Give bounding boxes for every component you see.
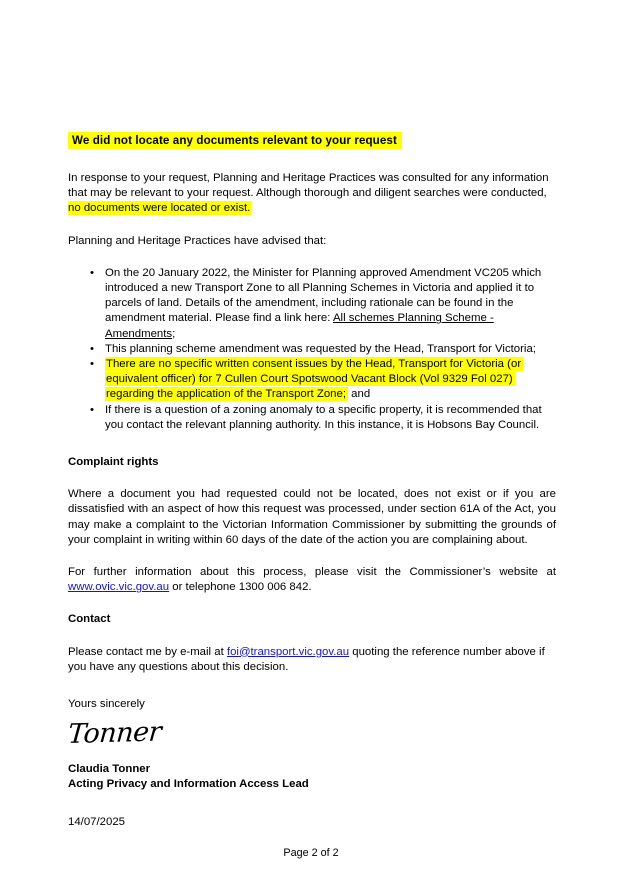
further-info-text-2: or telephone 1300 006 842. <box>169 581 312 594</box>
ovic-website-link[interactable]: www.ovic.vic.gov.au <box>68 581 170 594</box>
page-footer: Page 2 of 2 <box>283 847 339 859</box>
further-information-paragraph <box>68 565 556 595</box>
bullet-text-2: This planning scheme amendment was requested by the Head, Transport for Victoria; <box>105 342 536 355</box>
contact-text-1: Please contact me by e-mail at <box>68 645 227 658</box>
closing-salutation: Yours sincerely <box>68 698 145 711</box>
bullet-text-4: If there is a question of a zoning anomaly to a specific property, it is recommended that you contact the relevant planning authority. In this instance, it is Hobsons Bay Council. <box>105 403 542 431</box>
advised-lead-in: Planning and Heritage Practices have advised that: <box>68 234 327 247</box>
bullet-icon: • <box>90 358 94 371</box>
intro-text: In response to your request, Planning and Heritage Practices was consulted for any information that may be relevant to your request. Although thorough and diligent searches were conducted, <box>68 172 549 200</box>
contact-heading: Contact <box>68 613 111 626</box>
list-item <box>68 357 556 403</box>
section-heading-no-documents <box>68 131 556 149</box>
further-info-text-1: For further information about this process, please visit the Commissioner’s website at <box>68 566 556 579</box>
heading-text: We did not locate any documents relevant to your request <box>68 132 402 149</box>
bullet-text-3-trailing: and <box>348 388 371 401</box>
bullet-icon: • <box>90 342 94 355</box>
complaint-rights-paragraph: Where a document you had requested could not be located, does not exist or if you are dissatisfied with an aspect of how this request was processed, under section 61A of the Act, you may make a complaint to the Victorian Information Commissioner by submitting the grounds of your complaint in writing within 60 days of the date of the action you are complaining about. <box>68 488 556 546</box>
bullet-text-1b: ; <box>172 327 176 340</box>
bullet-icon: • <box>90 266 94 279</box>
handwritten-signature: Tonner <box>66 716 163 751</box>
contact-paragraph <box>68 645 556 675</box>
bullet-highlight-3: There are no specific written consent issues by the Head, Transport for Victoria (or equivalent officer) for 7 Cullen Court Spotswood Vacant Block (Vol 9329 Fol 027) regarding the application of the Transport Zone; <box>106 358 522 401</box>
list-item <box>68 266 556 342</box>
intro-paragraph <box>68 171 556 217</box>
letter-date: 14/07/2025 <box>68 815 126 828</box>
signer-title: Acting Privacy and Information Access Lead <box>68 778 309 791</box>
letter-body <box>68 131 556 830</box>
signer-name: Claudia Tonner <box>68 763 151 776</box>
amendments-link[interactable]: All schemes Planning Scheme - Amendments <box>105 312 494 340</box>
complaint-rights-heading: Complaint rights <box>68 456 159 469</box>
bullet-icon: • <box>90 403 94 416</box>
bullet-text-1a: On the 20 January 2022, the Minister for Planning approved Amendment VC205 which introduced a new Transport Zone to all Planning Schemes in Victoria and applied it to parcels of land. Details of the amendment, including rationale can be found in the amendment material. Please find a link here: <box>105 266 542 325</box>
foi-email-link[interactable]: foi@transport.vic.gov.au <box>226 645 350 658</box>
list-item <box>68 403 556 433</box>
intro-highlight: no documents were located or exist. <box>68 202 251 215</box>
list-item <box>68 342 556 357</box>
advice-bullet-list <box>68 266 556 433</box>
contact-text-2: quoting the reference number above if you have any questions about this decision. <box>68 645 545 673</box>
signature-block <box>68 712 556 762</box>
